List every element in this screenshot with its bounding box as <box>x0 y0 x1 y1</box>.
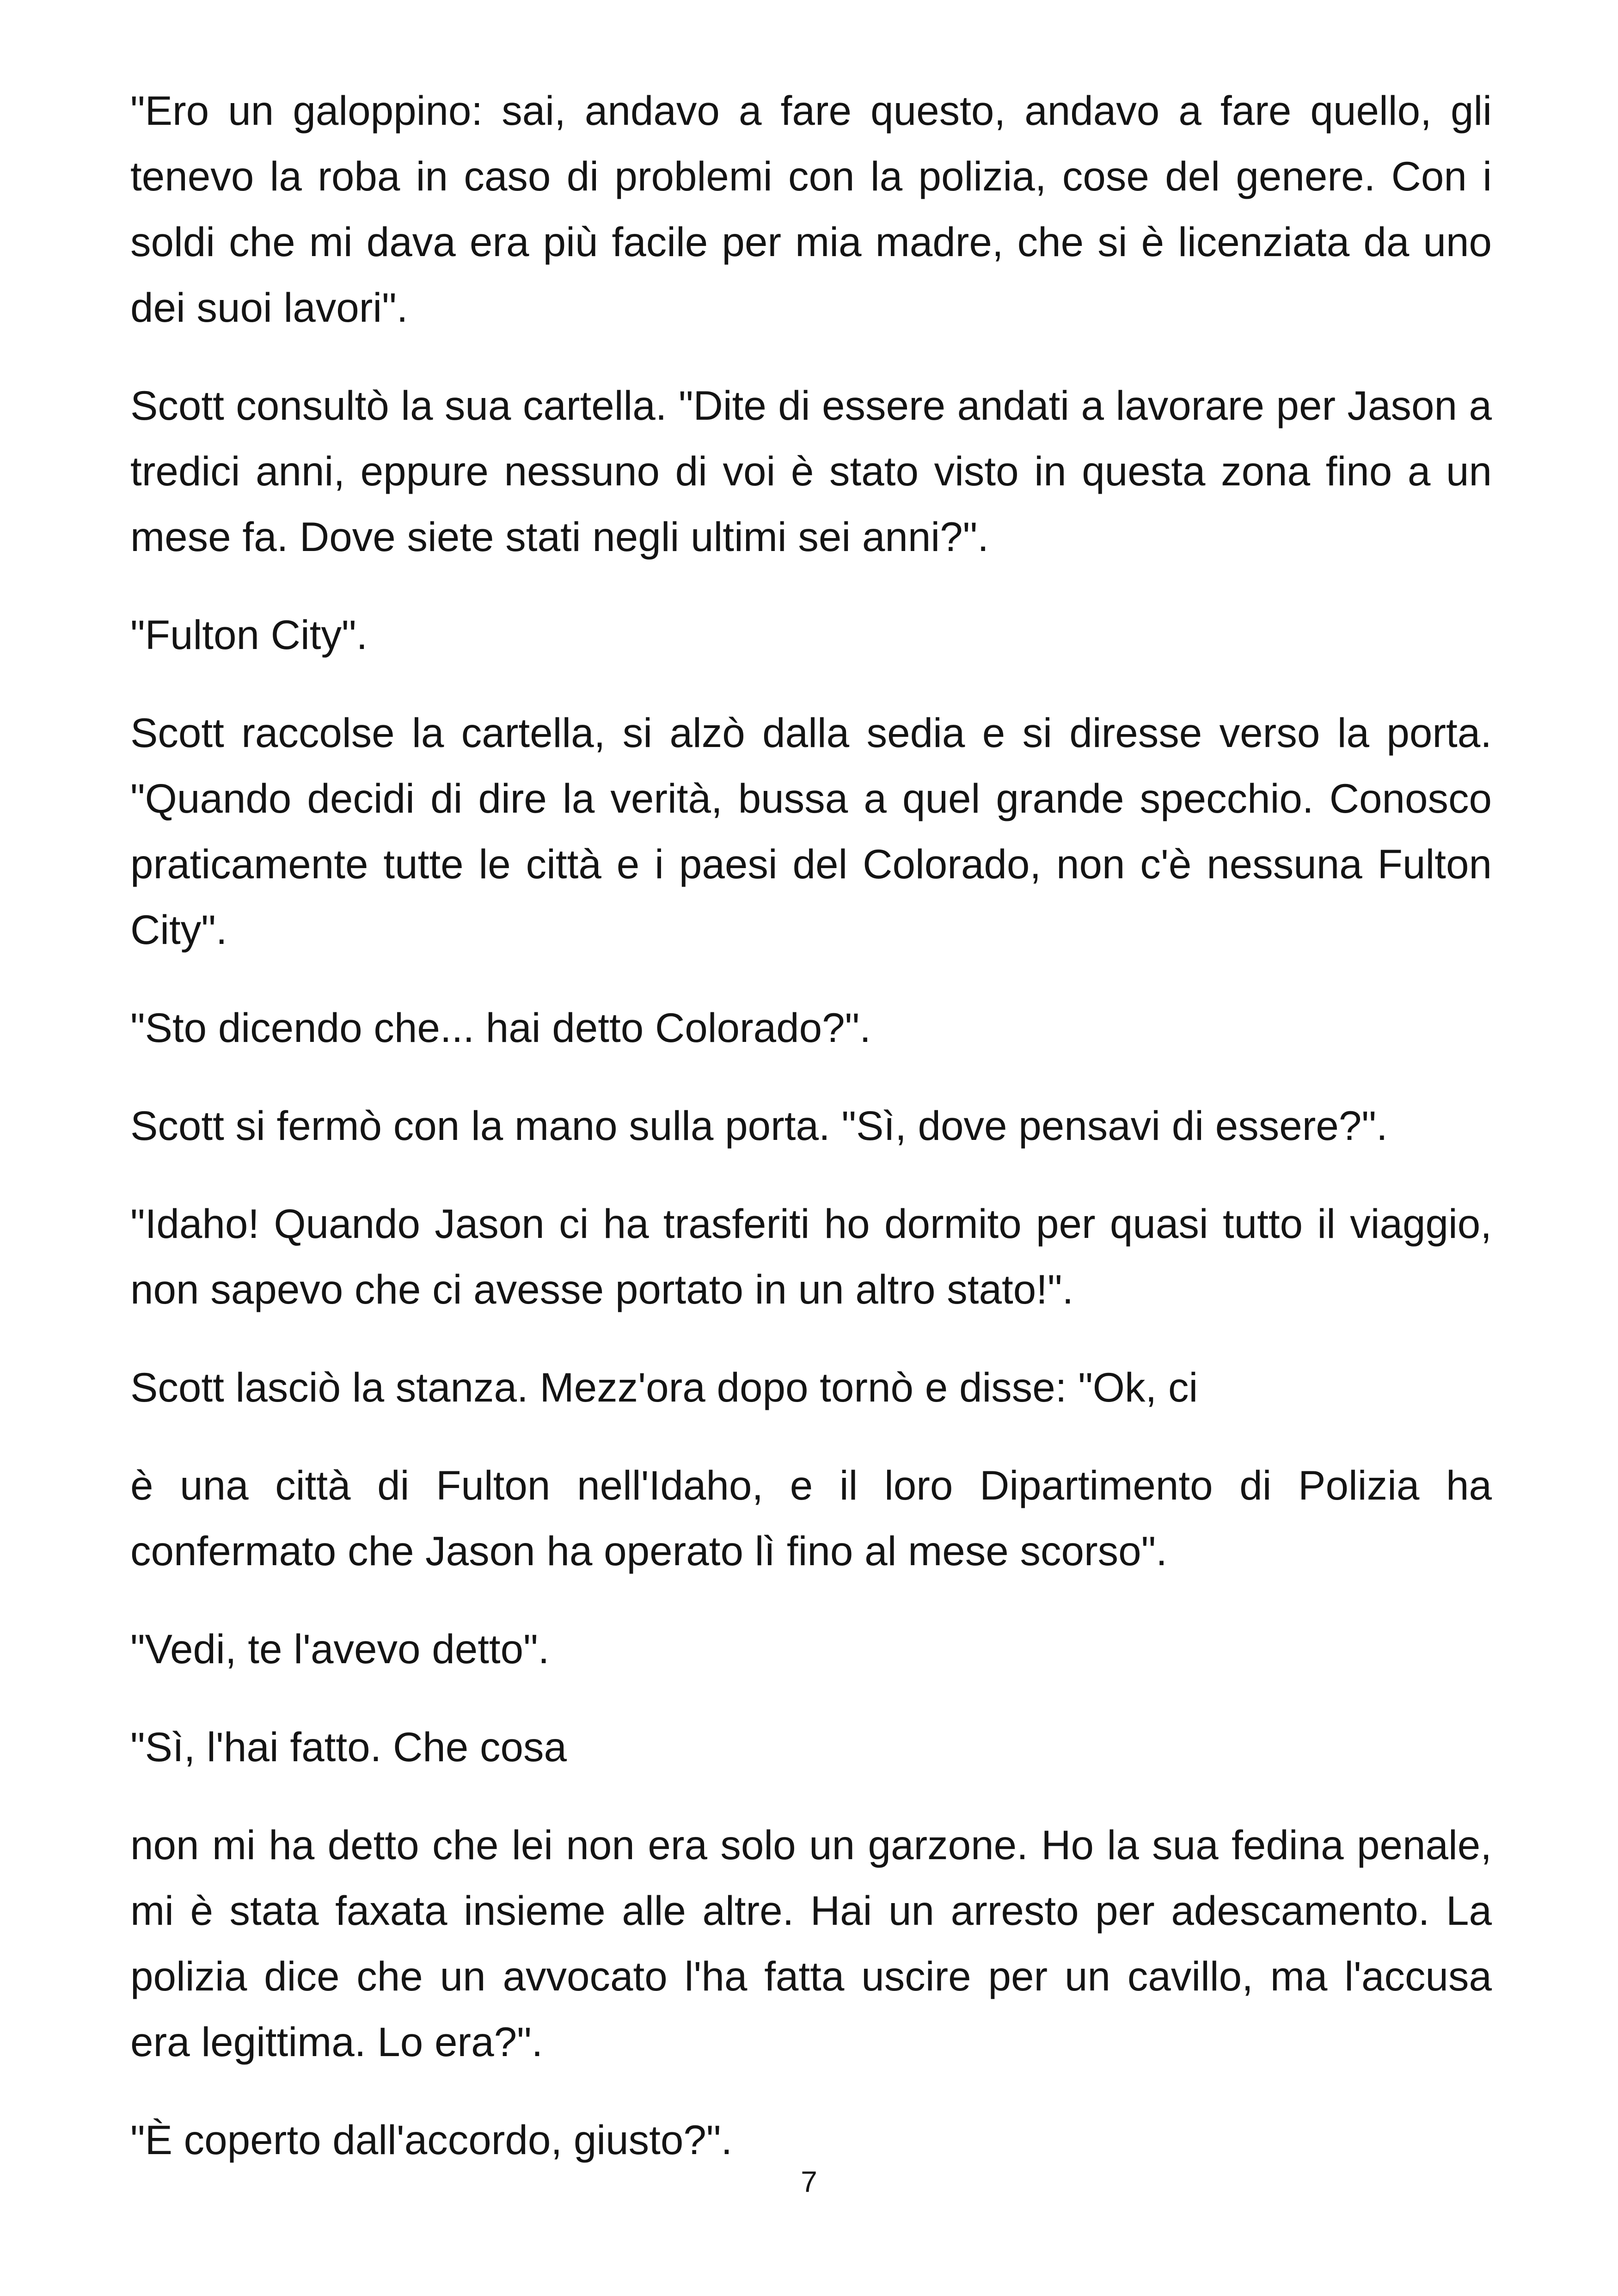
paragraph: Scott consultò la sua cartella. "Dite di essere andati a lavorare per Jason a tredici anni, eppure nessuno di voi è stato visto in questa zona fino a un mese fa. Dove siete stati negli ultimi sei anni?". <box>130 382 1492 560</box>
paragraph: "Vedi, te l'avevo detto". <box>130 1626 550 1672</box>
paragraph: "Sì, l'hai fatto. Che cosa <box>130 1724 567 1770</box>
paragraph: "Ero un galoppino: sai, andavo a fare questo, andavo a fare quello, gli tenevo la roba in caso di problemi con la polizia, cose del genere. Con i soldi che mi dava era più facile per mia madre, che si è licenziata da uno dei suoi lavori". <box>130 87 1492 331</box>
page-number: 7 <box>801 2165 817 2198</box>
paragraph: è una città di Fulton nell'Idaho, e il loro Dipartimento di Polizia ha confermato che Jason ha operato lì fino al mese scorso". <box>130 1462 1492 1574</box>
paragraph: Scott si fermò con la mano sulla porta. "Sì, dove pensavi di essere?". <box>130 1102 1388 1149</box>
paragraph: Scott raccolse la cartella, si alzò dalla sedia e si diresse verso la porta. "Quando decidi di dire la verità, bussa a quel grande specchio. Conosco praticamente tutte le città e i paesi del Colorado, non c'è nessuna Fulton City". <box>130 710 1492 953</box>
paragraph: "Idaho! Quando Jason ci ha trasferiti ho dormito per quasi tutto il viaggio, non sapevo che ci avesse portato in un altro stato!". <box>130 1200 1492 1312</box>
page-body <box>130 78 1492 2205</box>
paragraph: Scott lasciò la stanza. Mezz'ora dopo tornò e disse: "Ok, ci <box>130 1364 1198 1410</box>
paragraph: "Sto dicendo che... hai detto Colorado?". <box>130 1004 871 1051</box>
paragraph: "È coperto dall'accordo, giusto?". <box>130 2117 733 2163</box>
paragraph: "Fulton City". <box>130 612 368 658</box>
paragraph: non mi ha detto che lei non era solo un garzone. Ho la sua fedina penale, mi è stata faxata insieme alle altre. Hai un arresto per adescamento. La polizia dice che un avvocato l'ha fatta uscire per un cavillo, ma l'accusa era legittima. Lo era?". <box>130 1822 1492 2065</box>
